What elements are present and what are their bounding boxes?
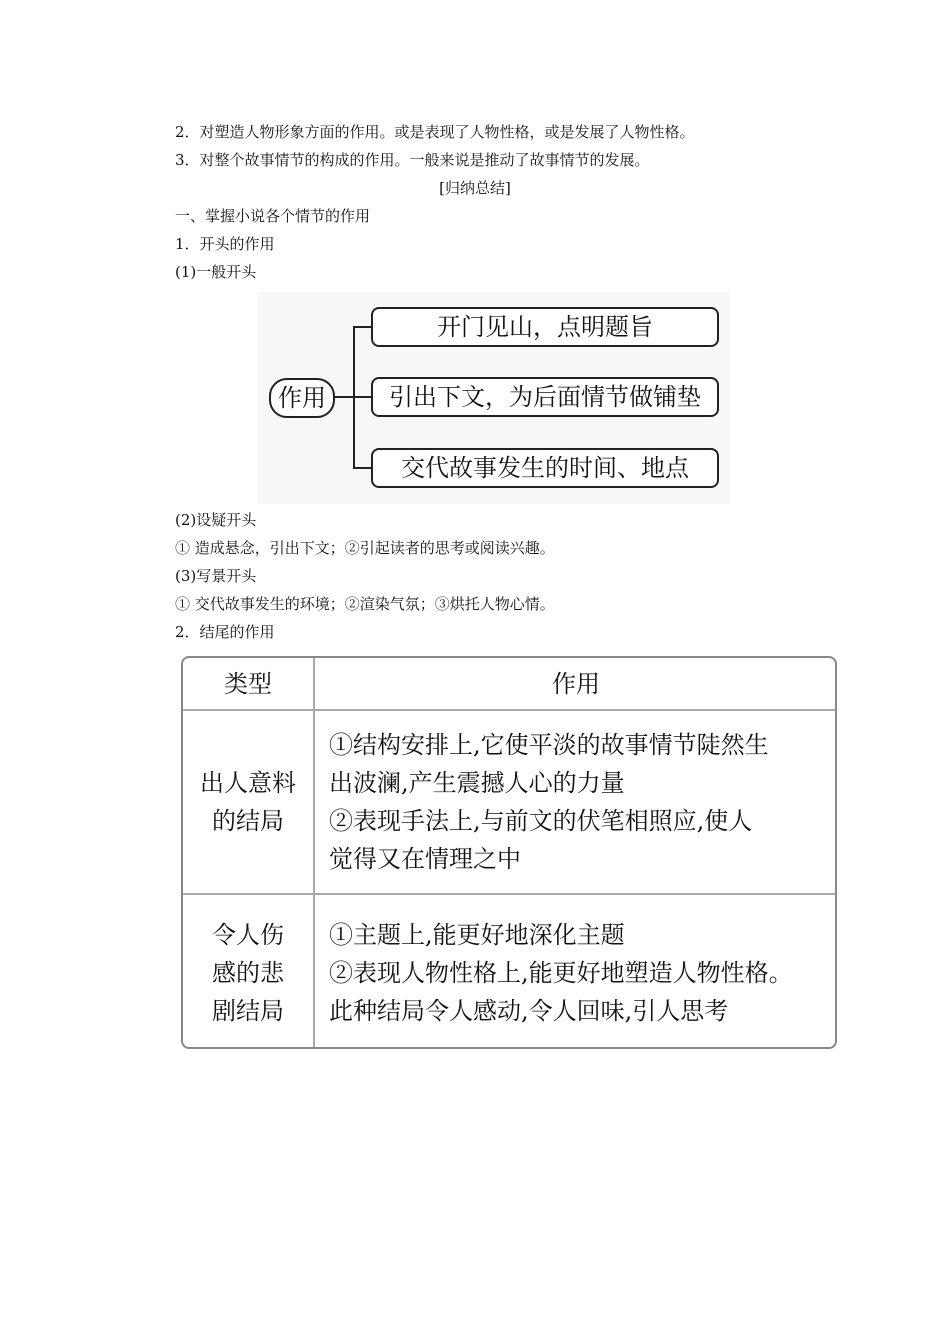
row-1-effect-line: 觉得又在情理之中 (329, 845, 521, 873)
row-2-effect-line: 此种结局令人感动,令人回味,引人思考 (329, 997, 729, 1025)
ending-effect-table (181, 656, 837, 1049)
intro-line-3: 3．对整个故事情节的构成的作用。一般来说是推动了故事情节的发展。 (175, 151, 650, 169)
table-header-effect: 作用 (552, 670, 600, 698)
summary-heading: [归纳总结] (439, 179, 511, 197)
diagram-connector-3 (353, 467, 371, 469)
row-1-type-line: 的结局 (212, 807, 284, 835)
table-row-2-type (183, 916, 313, 1030)
diagram-branch-1: 开门见山，点明题旨 (371, 307, 719, 347)
suspense-opening-label: (2)设疑开头 (175, 511, 257, 529)
ending-title: 2．结尾的作用 (175, 623, 275, 641)
diagram-root-node: 作用 (269, 378, 335, 418)
table-row-1-effect (329, 726, 829, 878)
row-2-type-line: 剧结局 (212, 997, 284, 1025)
general-opening-label: (1)一般开头 (175, 263, 257, 281)
table-row-2-effect (329, 916, 829, 1030)
table-row-1-type (183, 764, 313, 840)
row-1-effect-line: ②表现手法上,与前文的伏笔相照应,使人 (329, 807, 753, 835)
table-header-type: 类型 (224, 670, 272, 698)
opening-effect-diagram (258, 292, 730, 504)
opening-title: 1．开头的作用 (175, 235, 275, 253)
scenery-opening-text: ① 交代故事发生的环境；②渲染气氛；③烘托人物心情。 (175, 595, 555, 613)
diagram-branch-2: 引出下文，为后面情节做铺垫 (371, 377, 719, 417)
diagram-branch-3: 交代故事发生的时间、地点 (371, 448, 719, 488)
suspense-opening-text: ① 造成悬念，引出下文；②引起读者的思考或阅读兴趣。 (175, 539, 555, 557)
row-1-effect-line: ①结构安排上,它使平淡的故事情节陡然生 (329, 731, 769, 759)
row-1-type-line: 出人意料 (200, 769, 296, 797)
table-column-divider (313, 658, 315, 1047)
row-2-type-line: 令人伤 (212, 921, 284, 949)
row-2-type-line: 感的悲 (212, 959, 284, 987)
table-row-divider (183, 893, 835, 895)
diagram-connector-root (335, 396, 353, 398)
intro-line-2: 2．对塑造人物形象方面的作用。或是表现了人物性格，或是发展了人物性格。 (175, 123, 695, 141)
diagram-connector-1 (353, 326, 371, 328)
diagram-connector-2 (353, 396, 371, 398)
section-title: 一、掌握小说各个情节的作用 (175, 207, 371, 225)
scenery-opening-label: (3)写景开头 (175, 567, 257, 585)
row-2-effect-line: ①主题上,能更好地深化主题 (329, 921, 625, 949)
row-1-effect-line: 出波澜,产生震撼人心的力量 (329, 769, 625, 797)
row-2-effect-line: ②表现人物性格上,能更好地塑造人物性格。 (329, 959, 793, 987)
